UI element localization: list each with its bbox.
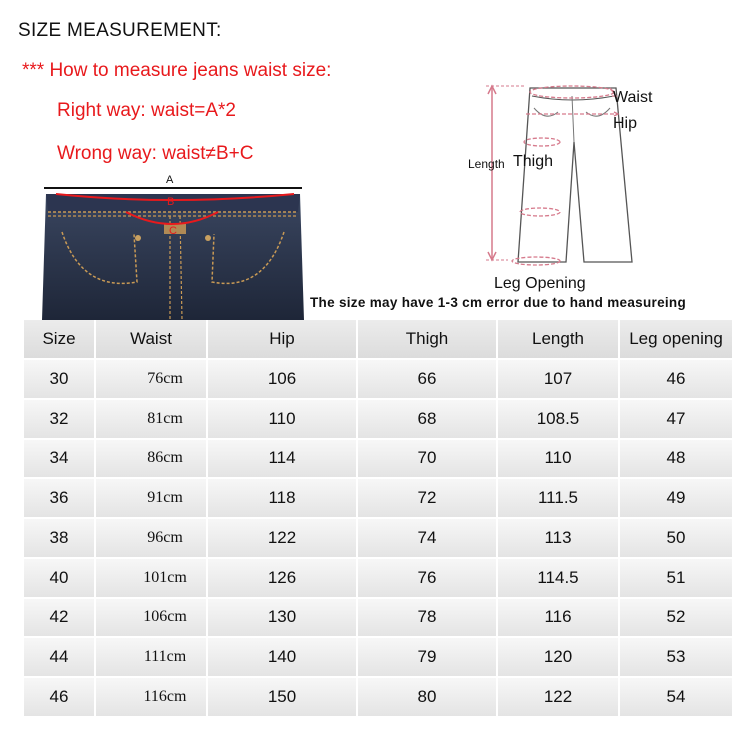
table-cell: 47	[620, 400, 732, 438]
table-cell: 49	[620, 479, 732, 517]
table-cell: 120	[498, 638, 618, 676]
table-cell: 42	[24, 599, 94, 637]
column-header: Waist	[96, 320, 206, 358]
table-cell: 113	[498, 519, 618, 557]
column-header: Leg opening	[620, 320, 732, 358]
diagram-waist-label: Waist	[613, 89, 653, 106]
table-row	[24, 360, 732, 398]
table-row	[24, 599, 732, 637]
table-cell: 107	[498, 360, 618, 398]
label-a: A	[166, 174, 174, 186]
table-row	[24, 559, 732, 597]
table-cell: 110	[498, 440, 618, 478]
table-cell: 116cm	[96, 678, 206, 716]
diagram-hip-label: Hip	[613, 115, 638, 132]
column-header: Size	[24, 320, 94, 358]
table-cell: 76cm	[96, 360, 206, 398]
table-cell: 52	[620, 599, 732, 637]
table-cell: 70	[358, 440, 496, 478]
table-cell: 34	[24, 440, 94, 478]
table-row	[24, 638, 732, 676]
table-cell: 116	[498, 599, 618, 637]
table-cell: 122	[208, 519, 356, 557]
table-cell: 118	[208, 479, 356, 517]
diagram-leg-opening-label: Leg Opening	[494, 275, 586, 292]
table-cell: 108.5	[498, 400, 618, 438]
table-cell: 111.5	[498, 479, 618, 517]
table-row	[24, 400, 732, 438]
table-cell: 111cm	[96, 638, 206, 676]
size-table	[22, 318, 726, 718]
label-c: C	[169, 225, 177, 237]
table-cell: 80	[358, 678, 496, 716]
column-header: Hip	[208, 320, 356, 358]
table-cell: 50	[620, 519, 732, 557]
table-cell: 79	[358, 638, 496, 676]
table-cell: 91cm	[96, 479, 206, 517]
table-cell: 72	[358, 479, 496, 517]
table-cell: 130	[208, 599, 356, 637]
diagram-thigh-label: Thigh	[513, 153, 554, 170]
table-cell: 53	[620, 638, 732, 676]
table-cell: 122	[498, 678, 618, 716]
column-header: Thigh	[358, 320, 496, 358]
table-cell: 106	[208, 360, 356, 398]
table-row	[24, 479, 732, 517]
howto-heading: *** How to measure jeans waist size:	[22, 60, 332, 81]
table-cell: 38	[24, 519, 94, 557]
table-row	[24, 440, 732, 478]
table-cell: 46	[24, 678, 94, 716]
right-way-text: Right way: waist=A*2	[57, 100, 236, 121]
table-cell: 114	[208, 440, 356, 478]
diagram-length-label: Length	[468, 157, 505, 171]
jeans-measurement-diagram	[468, 82, 738, 292]
wrong-way-text: Wrong way: waist≠B+C	[57, 143, 254, 164]
table-cell: 44	[24, 638, 94, 676]
table-cell: 36	[24, 479, 94, 517]
table-cell: 68	[358, 400, 496, 438]
table-cell: 81cm	[96, 400, 206, 438]
table-cell: 106cm	[96, 599, 206, 637]
table-cell: 66	[358, 360, 496, 398]
table-cell: 40	[24, 559, 94, 597]
table-cell: 46	[620, 360, 732, 398]
page-title: SIZE MEASUREMENT:	[18, 20, 222, 41]
table-cell: 86cm	[96, 440, 206, 478]
table-cell: 101cm	[96, 559, 206, 597]
table-cell: 32	[24, 400, 94, 438]
table-cell: 140	[208, 638, 356, 676]
table-row	[24, 678, 732, 716]
table-cell: 51	[620, 559, 732, 597]
column-header: Length	[498, 320, 618, 358]
table-cell: 76	[358, 559, 496, 597]
table-cell: 30	[24, 360, 94, 398]
table-cell: 114.5	[498, 559, 618, 597]
table-row	[24, 519, 732, 557]
table-cell: 78	[358, 599, 496, 637]
label-b: B	[167, 196, 175, 208]
table-cell: 150	[208, 678, 356, 716]
table-cell: 96cm	[96, 519, 206, 557]
table-header-row	[24, 320, 732, 358]
table-cell: 110	[208, 400, 356, 438]
table-cell: 126	[208, 559, 356, 597]
table-cell: 74	[358, 519, 496, 557]
error-note: The size may have 1-3 cm error due to hand measureing	[310, 295, 687, 310]
table-cell: 48	[620, 440, 732, 478]
table-cell: 54	[620, 678, 732, 716]
jeans-waist-photo	[42, 172, 304, 320]
